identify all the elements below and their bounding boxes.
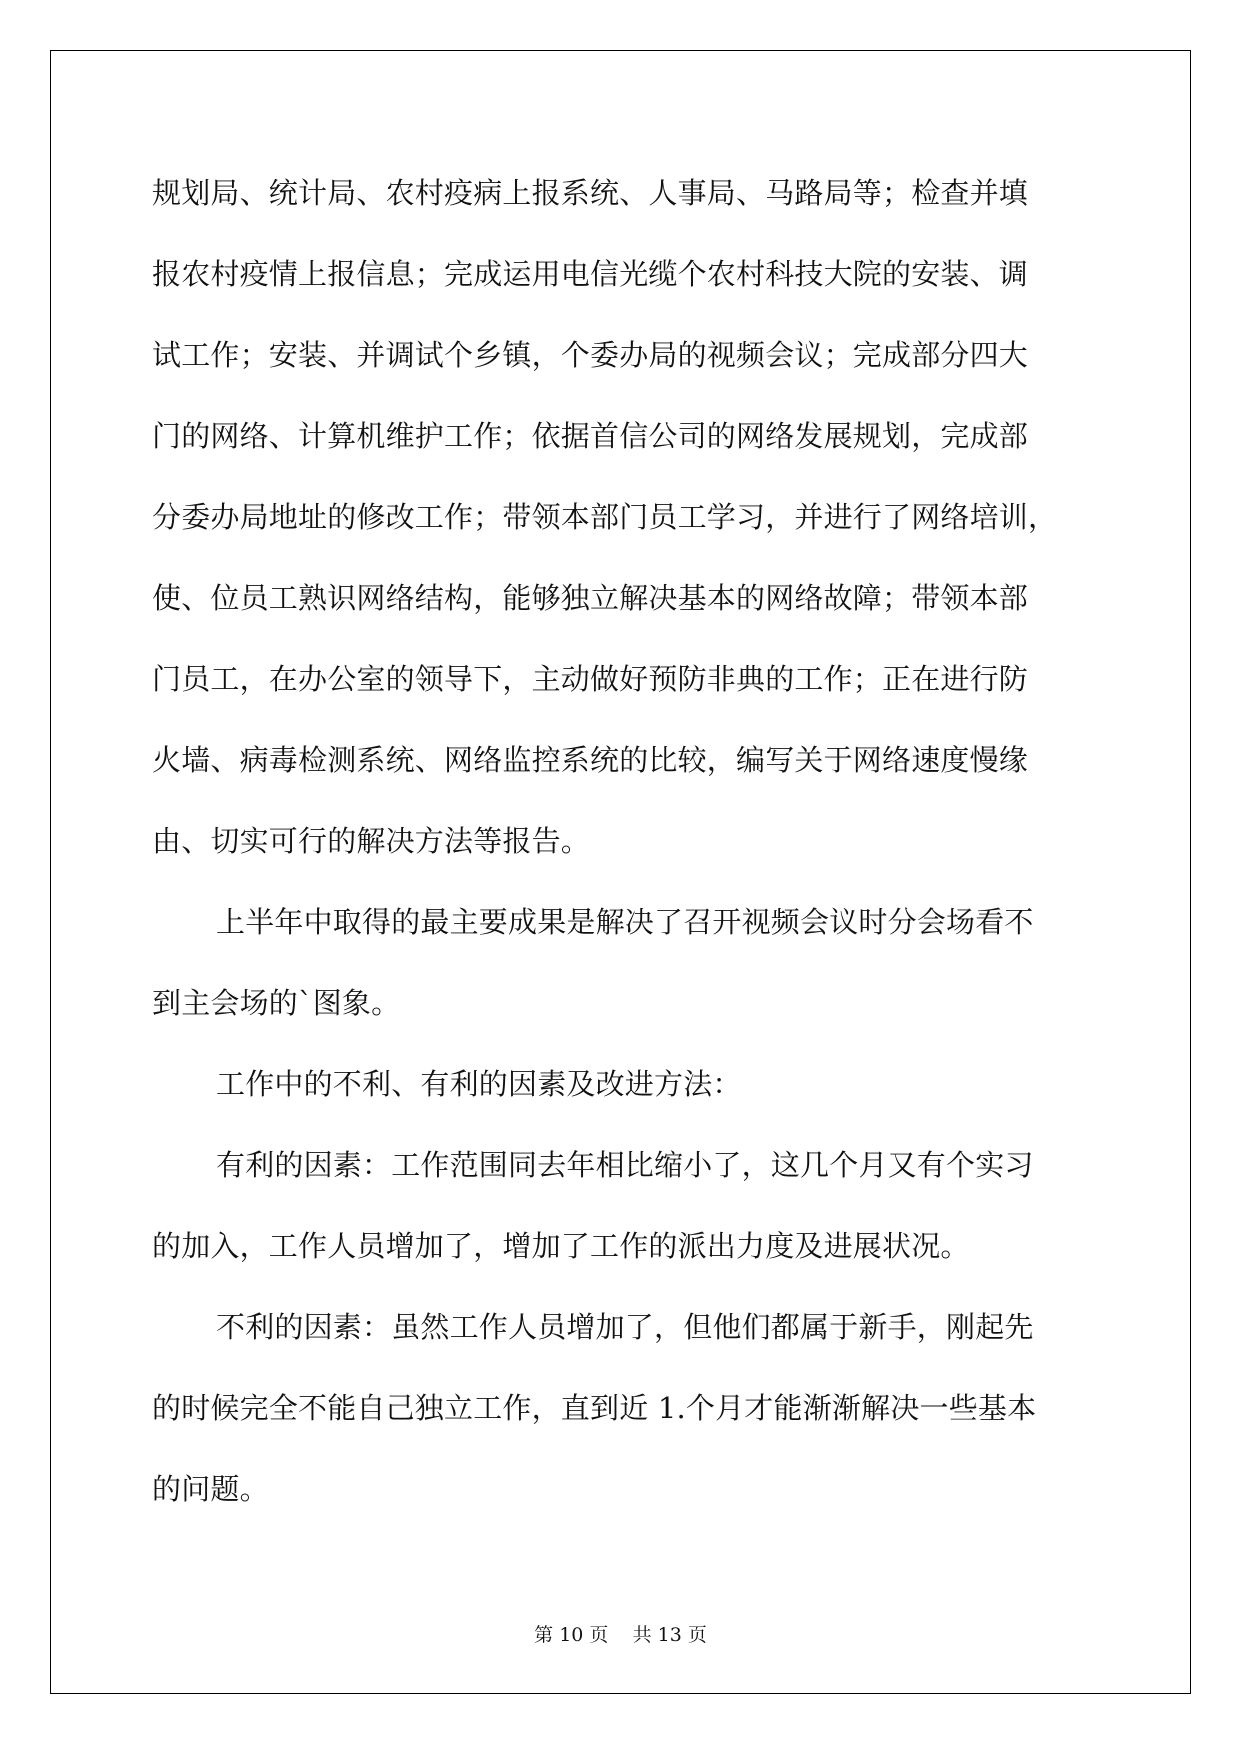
text-line: 使、位员工熟识网络结构，能够独立解决基本的网络故障；带领本部	[152, 581, 1029, 615]
text-line: 规划局、统计局、农村疫病上报系统、人事局、马路局等；检查并填	[152, 176, 1029, 210]
document-body	[152, 164, 1092, 1541]
text-line: 的时候完全不能自己独立工作，直到近 1.个月才能渐渐解决一些基本	[152, 1391, 1037, 1425]
text-line: 火墙、病毒检测系统、网络监控系统的比较，编写关于网络速度慢缘	[152, 743, 1029, 777]
text-line: 由、切实可行的解决方法等报告。	[152, 824, 591, 858]
paragraph-first-line: 上半年中取得的最主要成果是解决了召开视频会议时分会场看不	[216, 905, 1034, 939]
paragraph-first-line: 不利的因素：虽然工作人员增加了，但他们都属于新手，刚起先	[216, 1310, 1034, 1344]
page-number-footer: 第 10 页 共 13 页	[534, 1624, 707, 1646]
text-line: 分委办局地址的修改工作；带领本部门员工学习，并进行了网络培训，	[152, 500, 1058, 534]
text-line: 报农村疫情上报信息；完成运用电信光缆个农村科技大院的安装、调	[152, 257, 1029, 291]
text-line: 的问题。	[152, 1472, 269, 1506]
text-line: 的加入，工作人员增加了，增加了工作的派出力度及进展状况。	[152, 1229, 970, 1263]
paragraph-first-line: 工作中的不利、有利的因素及改进方法：	[216, 1067, 742, 1101]
text-line: 门的网络、计算机维护工作；依据首信公司的网络发展规划，完成部	[152, 419, 1029, 453]
text-line: 到主会场的`图象。	[152, 986, 401, 1020]
text-line: 门员工，在办公室的领导下，主动做好预防非典的工作；正在进行防	[152, 662, 1029, 696]
text-line: 试工作；安装、并调试个乡镇，个委办局的视频会议；完成部分四大	[152, 338, 1029, 372]
paragraph-first-line: 有利的因素：工作范围同去年相比缩小了，这几个月又有个实习	[216, 1148, 1034, 1182]
